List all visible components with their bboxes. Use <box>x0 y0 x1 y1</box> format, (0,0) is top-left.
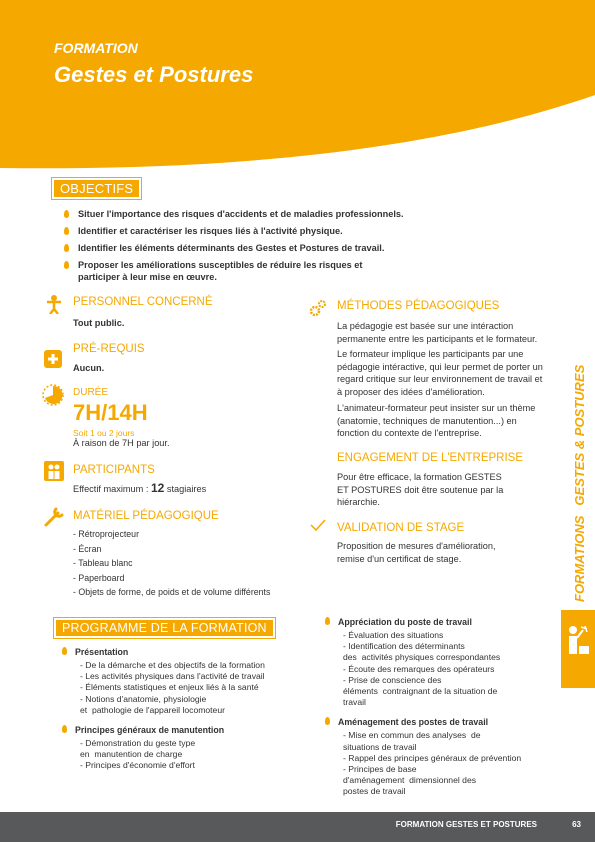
materiel-list-wrap <box>73 527 270 600</box>
participants-count: 12 <box>150 481 165 495</box>
side-formations: FORMATIONS <box>572 515 587 602</box>
page-title: Gestes et Postures <box>54 62 254 87</box>
list-item: - Principes d'économie d'effort <box>80 760 195 771</box>
bullet-icon <box>64 227 69 235</box>
list-item: - Objets de forme, de poids et de volume différents <box>73 587 271 597</box>
list-item: - Tableau blanc <box>73 558 133 568</box>
side-topic: GESTES & POSTURES <box>572 364 587 506</box>
gears-icon <box>309 299 327 317</box>
programme-title: PROGRAMME DE LA FORMATION <box>56 620 273 636</box>
page-number: 63 <box>572 820 581 829</box>
svg-text:FORMATIONSGESTES & POSTURES <box>572 364 587 602</box>
objectifs-list <box>64 208 464 288</box>
programme-left <box>62 646 302 780</box>
list-item: - Rappel des principes généraux de prévention <box>343 752 522 763</box>
person-icon <box>44 294 64 314</box>
list-item: Identifier les éléments déterminants des Gestes et Postures de travail. <box>64 242 464 254</box>
programme-list <box>80 738 302 772</box>
personnel-title: PERSONNEL CONCERNÉ <box>73 296 213 308</box>
methodes-p3: L'animateur-formateur peut insister sur un thème (anatomie, techniques de manutention...) en fonction du contexte de l'entreprise. <box>337 403 536 438</box>
duree-sub: Soit 1 ou 2 jours <box>73 428 135 438</box>
list-item: Situer l'importance des risques d'accidents et de maladies professionnels. <box>64 208 464 220</box>
list-item: - Écran <box>73 543 102 554</box>
list-item: Proposer les améliorations susceptibles de réduire les risques et participer à leur mise en œuvre. <box>64 259 388 283</box>
bullet-icon <box>62 647 67 655</box>
list-item: - Identification des déterminants des activités physiques correspondantes <box>343 641 501 663</box>
footer-text: FORMATION GESTES ET POSTURES <box>395 820 537 829</box>
programme-list <box>80 660 302 716</box>
duree-title: DURÉE <box>73 387 109 398</box>
validation-title: VALIDATION DE STAGE <box>337 522 465 534</box>
header-subtitle: FORMATION <box>54 40 138 56</box>
bullet-icon <box>64 210 69 218</box>
bullet-icon <box>64 261 69 269</box>
validation-text: Proposition de mesures d'amélioration, remise d'un certificat de stage. <box>337 541 496 564</box>
duree-text: À raison de 7H par jour. <box>73 438 170 448</box>
engagement-text: Pour être efficace, la formation GESTES ET POSTURES doit être soutenue par la hiérarchie. <box>337 472 504 507</box>
participants-title: PARTICIPANTS <box>73 464 155 476</box>
tools-icon <box>43 506 65 528</box>
list-item: - Démonstration du geste type en manutention de charge <box>80 738 196 760</box>
list-item: - Mise en commun des analyses de situations de travail <box>343 730 481 752</box>
programme-heading: Présentation <box>62 646 302 658</box>
methodes-p1: La pédagogie est basée sur une intéraction permanente entre les participants et le formateur. <box>337 321 538 344</box>
bullet-icon <box>62 725 67 733</box>
methodes-title: MÉTHODES PÉDAGOGIQUES <box>337 300 500 312</box>
programme-right <box>325 616 550 806</box>
list-item: - Rétroprojecteur <box>73 529 140 539</box>
list-item: - Principes de base d'aménagement dimensionnel des postes de travail <box>343 764 477 797</box>
plus-icon <box>44 350 62 368</box>
bullet-icon <box>325 617 330 625</box>
personnel-text: Tout public. <box>73 318 125 328</box>
list-item: - De la démarche et des objectifs de la formation <box>80 660 265 670</box>
bullet-icon <box>64 244 69 252</box>
programme-heading: Appréciation du poste de travail <box>325 616 550 628</box>
list-item: - Notions d'anatomie, physiologie et pathologie de l'appareil locomoteur <box>80 693 225 715</box>
group-icon <box>44 461 64 481</box>
objectifs-title: OBJECTIFS <box>54 180 139 197</box>
materiel-title: MATÉRIEL PÉDAGOGIQUE <box>73 510 219 522</box>
list-item: - Écoute des remarques des opérateurs <box>343 663 495 674</box>
list-item: - Éléments statistiques et enjeux liés à la santé <box>80 682 259 693</box>
participants-text: Effectif maximum : 12 stagiaires <box>73 481 207 495</box>
check-icon <box>309 518 327 532</box>
list-item: - Paperboard <box>73 572 125 583</box>
list-item: - Les activités physiques dans l'activité de travail <box>80 671 265 682</box>
list-item: - Évaluation des situations <box>343 630 444 640</box>
list-item: - Prise de conscience des éléments contraignant de la situation de travail <box>343 674 498 708</box>
programme-list <box>343 630 550 708</box>
side-label <box>563 340 593 605</box>
programme-heading: Aménagement des postes de travail <box>325 716 550 728</box>
engagement-title: ENGAGEMENT DE L'ENTREPRISE <box>337 452 524 464</box>
methodes-p2: Le formateur implique les participants par une pédagogie intéractive, qui leur permet de porter un regard critique sur leur environnement de travail et à proposer des idées d'amélioration. <box>337 349 543 397</box>
duree-value: 7H/14H <box>73 400 148 425</box>
prerequis-title: PRÉ-REQUIS <box>73 343 145 355</box>
materiel-list <box>73 527 270 600</box>
prerequis-text: Aucun. <box>73 363 105 373</box>
worker-icon <box>561 610 595 688</box>
programme-list <box>343 730 550 797</box>
programme-heading: Principes généraux de manutention <box>62 724 302 736</box>
bullet-icon <box>325 717 330 725</box>
side-tab <box>561 610 595 688</box>
clock-icon <box>42 384 64 406</box>
list-item: Identifier et caractériser les risques liés à l'activité physique. <box>64 225 464 237</box>
